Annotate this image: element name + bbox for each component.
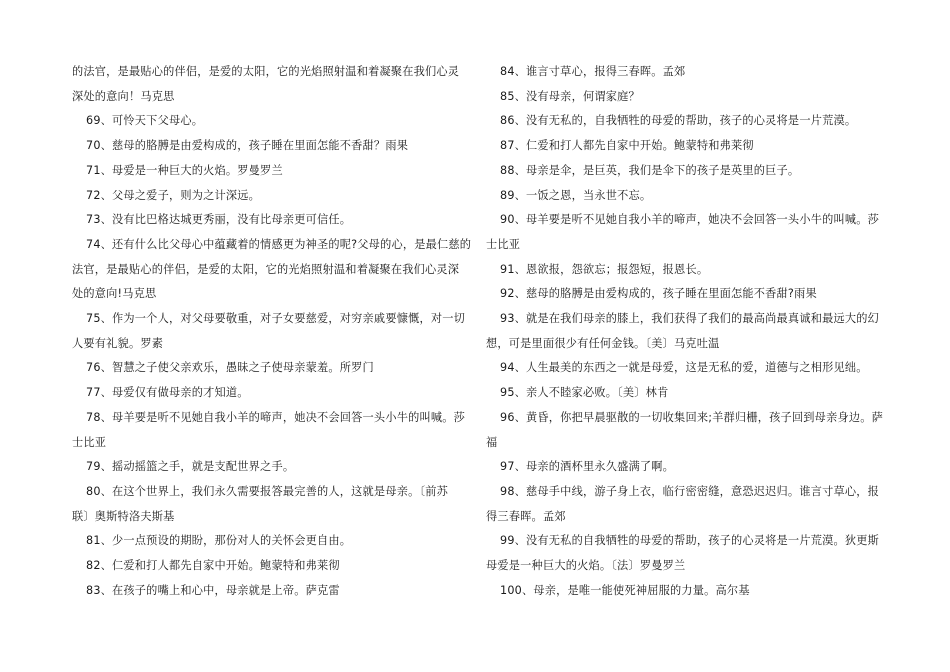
text-line: 85、没有母亲，何谓家庭？ <box>500 89 640 103</box>
text-line: 80、在这个世界上，我们永久需要报答最完善的人，这就是母亲。〔前苏 <box>86 484 449 498</box>
text-line: 联〕奥斯特洛夫斯基 <box>72 509 175 523</box>
text-line: 90、母羊要是听不见她自我小羊的啼声，她决不会回答一头小牛的叫喊。莎 <box>500 213 880 227</box>
text-line: 97、母亲的酒杯里永久盛满了啊。 <box>500 460 675 474</box>
text-line: 福 <box>486 435 498 449</box>
text-line: 77、母爱仅有做母亲的才知道。 <box>86 386 249 400</box>
text-line: 89、一饭之恩，当永世不忘。 <box>500 188 652 202</box>
text-line: 72、父母之爱子，则为之计深远。 <box>86 188 261 202</box>
text-line: 95、亲人不睦家必败。〔美〕林肯 <box>500 386 669 400</box>
text-line: 深处的意向！马克思 <box>72 89 175 103</box>
text-line: 98、慈母手中线，游子身上衣，临行密密缝，意恐迟迟归。谁言寸草心，报 <box>500 484 880 498</box>
text-line: 99、没有无私的自我牺牲的母爱的帮助，孩子的心灵将是一片荒漠。狄更斯 <box>500 534 880 548</box>
right-column <box>486 60 884 603</box>
text-line: 人要有礼貌。罗素 <box>72 336 164 350</box>
text-line: 71、母爱是一种巨大的火焰。罗曼罗兰 <box>86 163 283 177</box>
text-line: 96、黄昏，你把早晨驱散的一切收集回来;羊群归栅，孩子回到母亲身边。萨 <box>500 410 884 424</box>
text-line: 法官，是最贴心的伴侣，是爱的太阳，它的光焰照射温和着凝聚在我们心灵深 <box>72 262 460 276</box>
text-line: 82、仁爱和打人都先自家中开始。鲍蒙特和弗莱彻 <box>86 559 340 573</box>
text-line: 88、母亲是伞，是巨英，我们是伞下的孩子是英里的巨子。 <box>500 163 800 177</box>
text-line: 100、母亲，是唯一能使死神屈服的力量。高尔基 <box>500 583 750 597</box>
text-line: 得三春晖。孟郊 <box>486 509 566 523</box>
text-line: 73、没有比巴格达城更秀丽，没有比母亲更可信任。 <box>86 213 352 227</box>
text-line: 70、慈母的胳膊是由爱构成的，孩子睡在里面怎能不香甜？雨果 <box>86 139 409 153</box>
text-line: 83、在孩子的嘴上和心中，母亲就是上帝。萨克雷 <box>86 583 340 597</box>
text-line: 处的意向!马克思 <box>72 287 157 301</box>
text-line: 74、还有什么比父母心中蕴藏着的情感更为神圣的呢?父母的心，是最仁慈的 <box>86 237 472 251</box>
text-line: 士比亚 <box>486 237 521 251</box>
text-line: 78、母羊要是听不见她自我小羊的啼声，她决不会回答一头小牛的叫喊。莎 <box>86 410 466 424</box>
text-line: 93、就是在我们母亲的膝上，我们获得了我们的最高尚最真诚和最远大的幻 <box>500 312 880 326</box>
text-line: 69、可怜天下父母心。 <box>86 114 204 128</box>
text-line: 的法官，是最贴心的伴侣，是爱的太阳，它的光焰照射温和着凝聚在我们心灵 <box>72 65 460 78</box>
text-line: 94、人生最美的东西之一就是母爱，这是无私的爱，道德与之相形见绌。 <box>500 361 868 375</box>
text-line: 87、仁爱和打人都先自家中开始。鲍蒙特和弗莱彻 <box>500 139 754 153</box>
text-line: 76、智慧之子使父亲欢乐，愚昧之子使母亲蒙羞。所罗门 <box>86 361 374 375</box>
text-line: 81、少一点预设的期盼，那份对人的关怀会更自由。 <box>86 534 352 548</box>
text-line: 想，可是里面很少有任何金钱。〔美〕马克吐温 <box>486 336 720 350</box>
text-line: 92、慈母的胳膊是由爱构成的，孩子睡在里面怎能不香甜?雨果 <box>500 287 817 301</box>
text-line: 91、恩欲报，怨欲忘；报怨短，报恩长。 <box>500 262 709 276</box>
text-line: 士比亚 <box>72 435 107 449</box>
left-column <box>72 60 472 603</box>
text-line: 79、摇动摇篮之手，就是支配世界之手。 <box>86 460 295 474</box>
text-line: 86、没有无私的，自我牺牲的母爱的帮助，孩子的心灵将是一片荒漠。 <box>500 114 857 128</box>
text-line: 84、谁言寸草心，报得三春晖。孟郊 <box>500 65 686 78</box>
text-line: 75、作为一个人，对父母要敬重，对子女要慈爱，对穷亲戚要慷慨，对一切 <box>86 312 466 326</box>
text-line: 母爱是一种巨大的火焰。〔法〕罗曼罗兰 <box>486 559 686 573</box>
